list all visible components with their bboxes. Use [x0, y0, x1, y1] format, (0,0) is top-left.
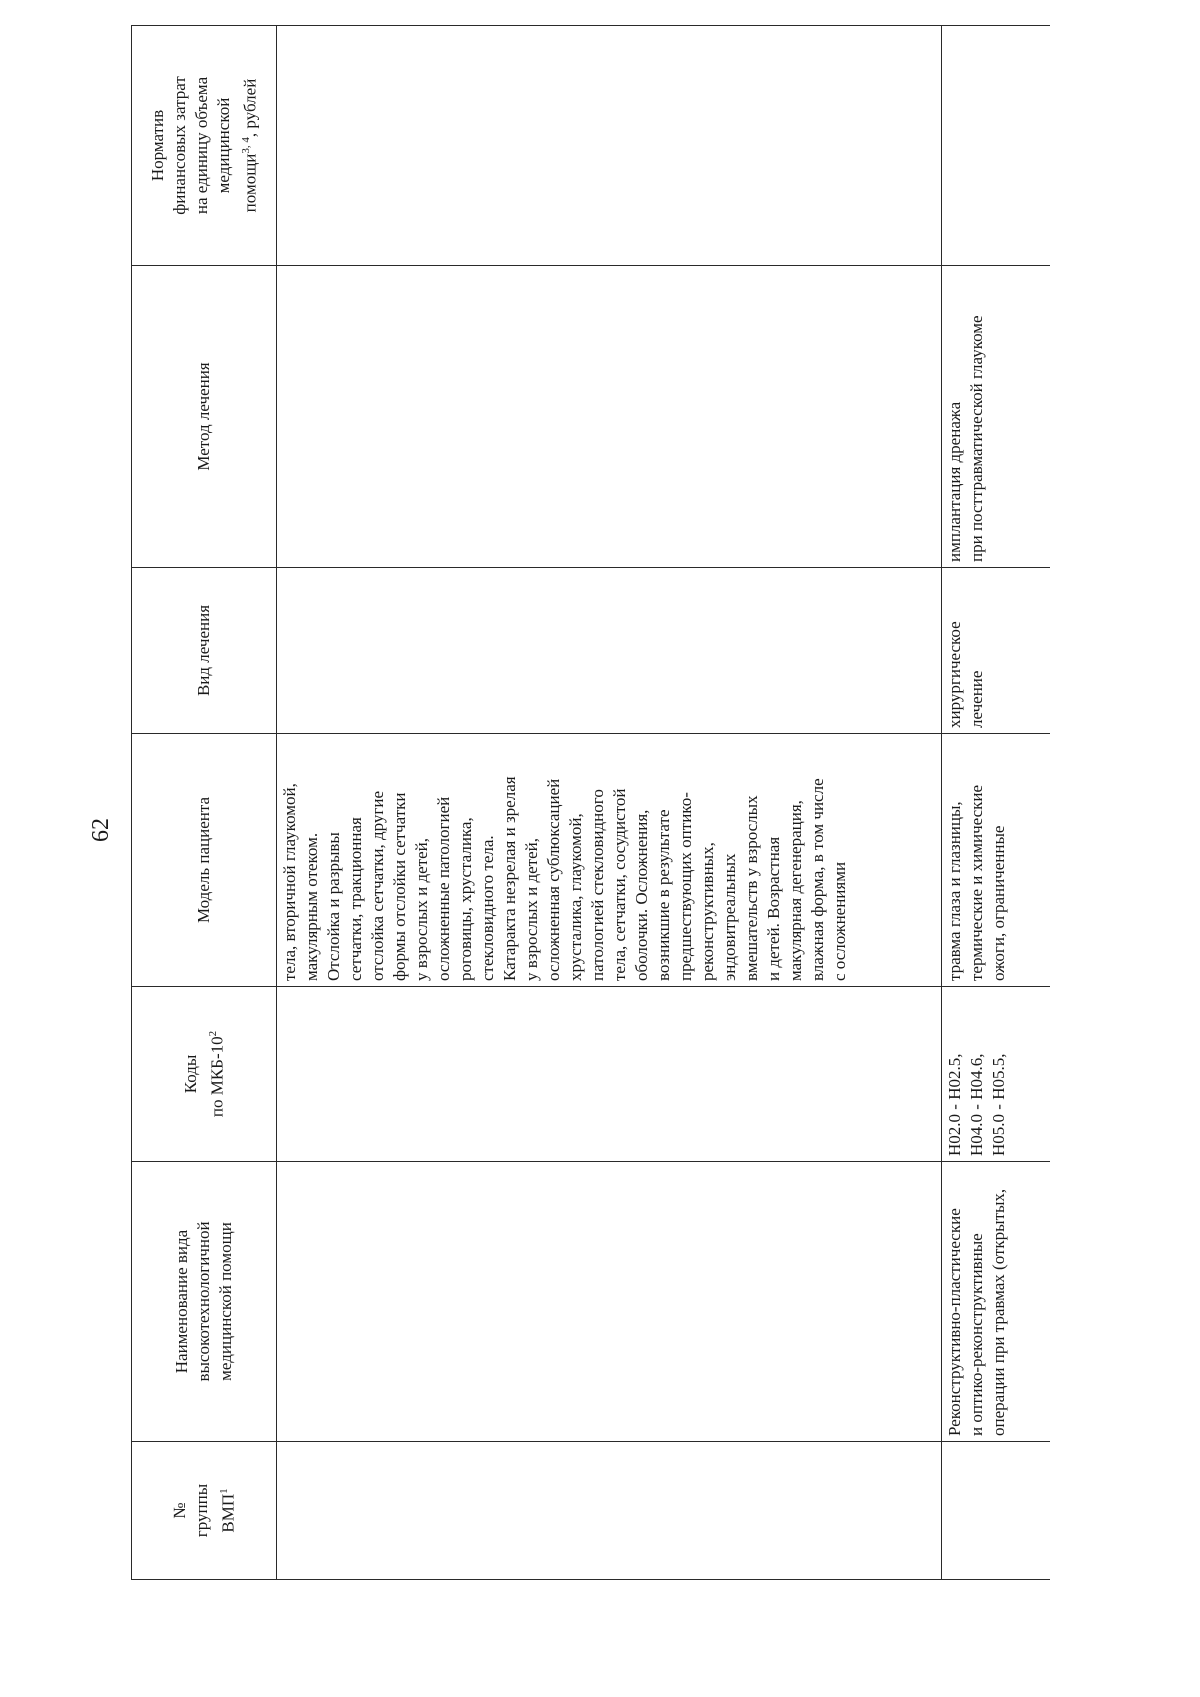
cell-model: тела, вторичной глаукомой, макулярным отеком. Отслойка и разрывы сетчатки, тракционная отслойка сетчатки, другие формы отслойки сетчатки у взрослых и детей, осложненные патологией роговицы, хрусталика, стекловидного тела. Катаракта незрелая и зрелая у взрослых и детей, осложненная сублюксацией хрусталика, глаукомой, патологией стекловидного тела, сетчатки, сосудистой оболочки. Осложнения, возникшие в результате предшествующих оптико- реконструктивных, эндовитреальных вмешательств у взрослых и детей. Возрастная макулярная дегенерация, влажная форма, в том числе с осложнениями	[277, 734, 942, 987]
vmp-table	[131, 25, 1050, 1580]
cell-group-no	[942, 1442, 1050, 1580]
header-group-no-footnote: 1	[217, 1488, 230, 1494]
header-kind: Вид лечения	[132, 568, 277, 734]
header-norm-footnote: 3, 4	[239, 137, 252, 154]
rotated-table-container	[131, 26, 1049, 1580]
table-row	[942, 26, 1050, 1580]
cell-method	[277, 266, 942, 568]
header-codes-footnote: 2	[206, 1030, 219, 1037]
header-model: Модель пациента	[132, 734, 277, 987]
cell-kind	[277, 568, 942, 734]
cell-name	[277, 1162, 942, 1442]
cell-name: Реконструктивно-пластические и оптико-реконструктивные операции при травмах (открытых,	[942, 1162, 1050, 1442]
cell-codes	[277, 987, 942, 1162]
header-codes: Коды по МКБ-$10^2$	[132, 987, 277, 1162]
table-row	[277, 26, 942, 1580]
cell-kind: хирургическое лечение	[942, 568, 1050, 734]
page-number: 62	[88, 818, 114, 842]
cell-group-no	[277, 1442, 942, 1580]
cell-norm	[277, 26, 942, 266]
header-norm: Норматив финансовых затрат на единицу объема медицинской помощи$^{3, 4}$, рублей	[132, 26, 277, 266]
cell-norm	[942, 26, 1050, 266]
header-group-no: № группы ВМП$^1$	[132, 1442, 277, 1580]
cell-model: травма глаза и глазницы, термические и химические ожоги, ограниченные	[942, 734, 1050, 987]
table-header-row	[132, 26, 277, 1580]
header-method: Метод лечения	[132, 266, 277, 568]
cell-method: имплантация дренажа при посттравматической глаукоме	[942, 266, 1050, 568]
cell-codes: H02.0 - H02.5, H04.0 - H04.6, H05.0 - H05.5,	[942, 987, 1050, 1162]
header-name: Наименование вида высокотехнологичной медицинской помощи	[132, 1162, 277, 1442]
